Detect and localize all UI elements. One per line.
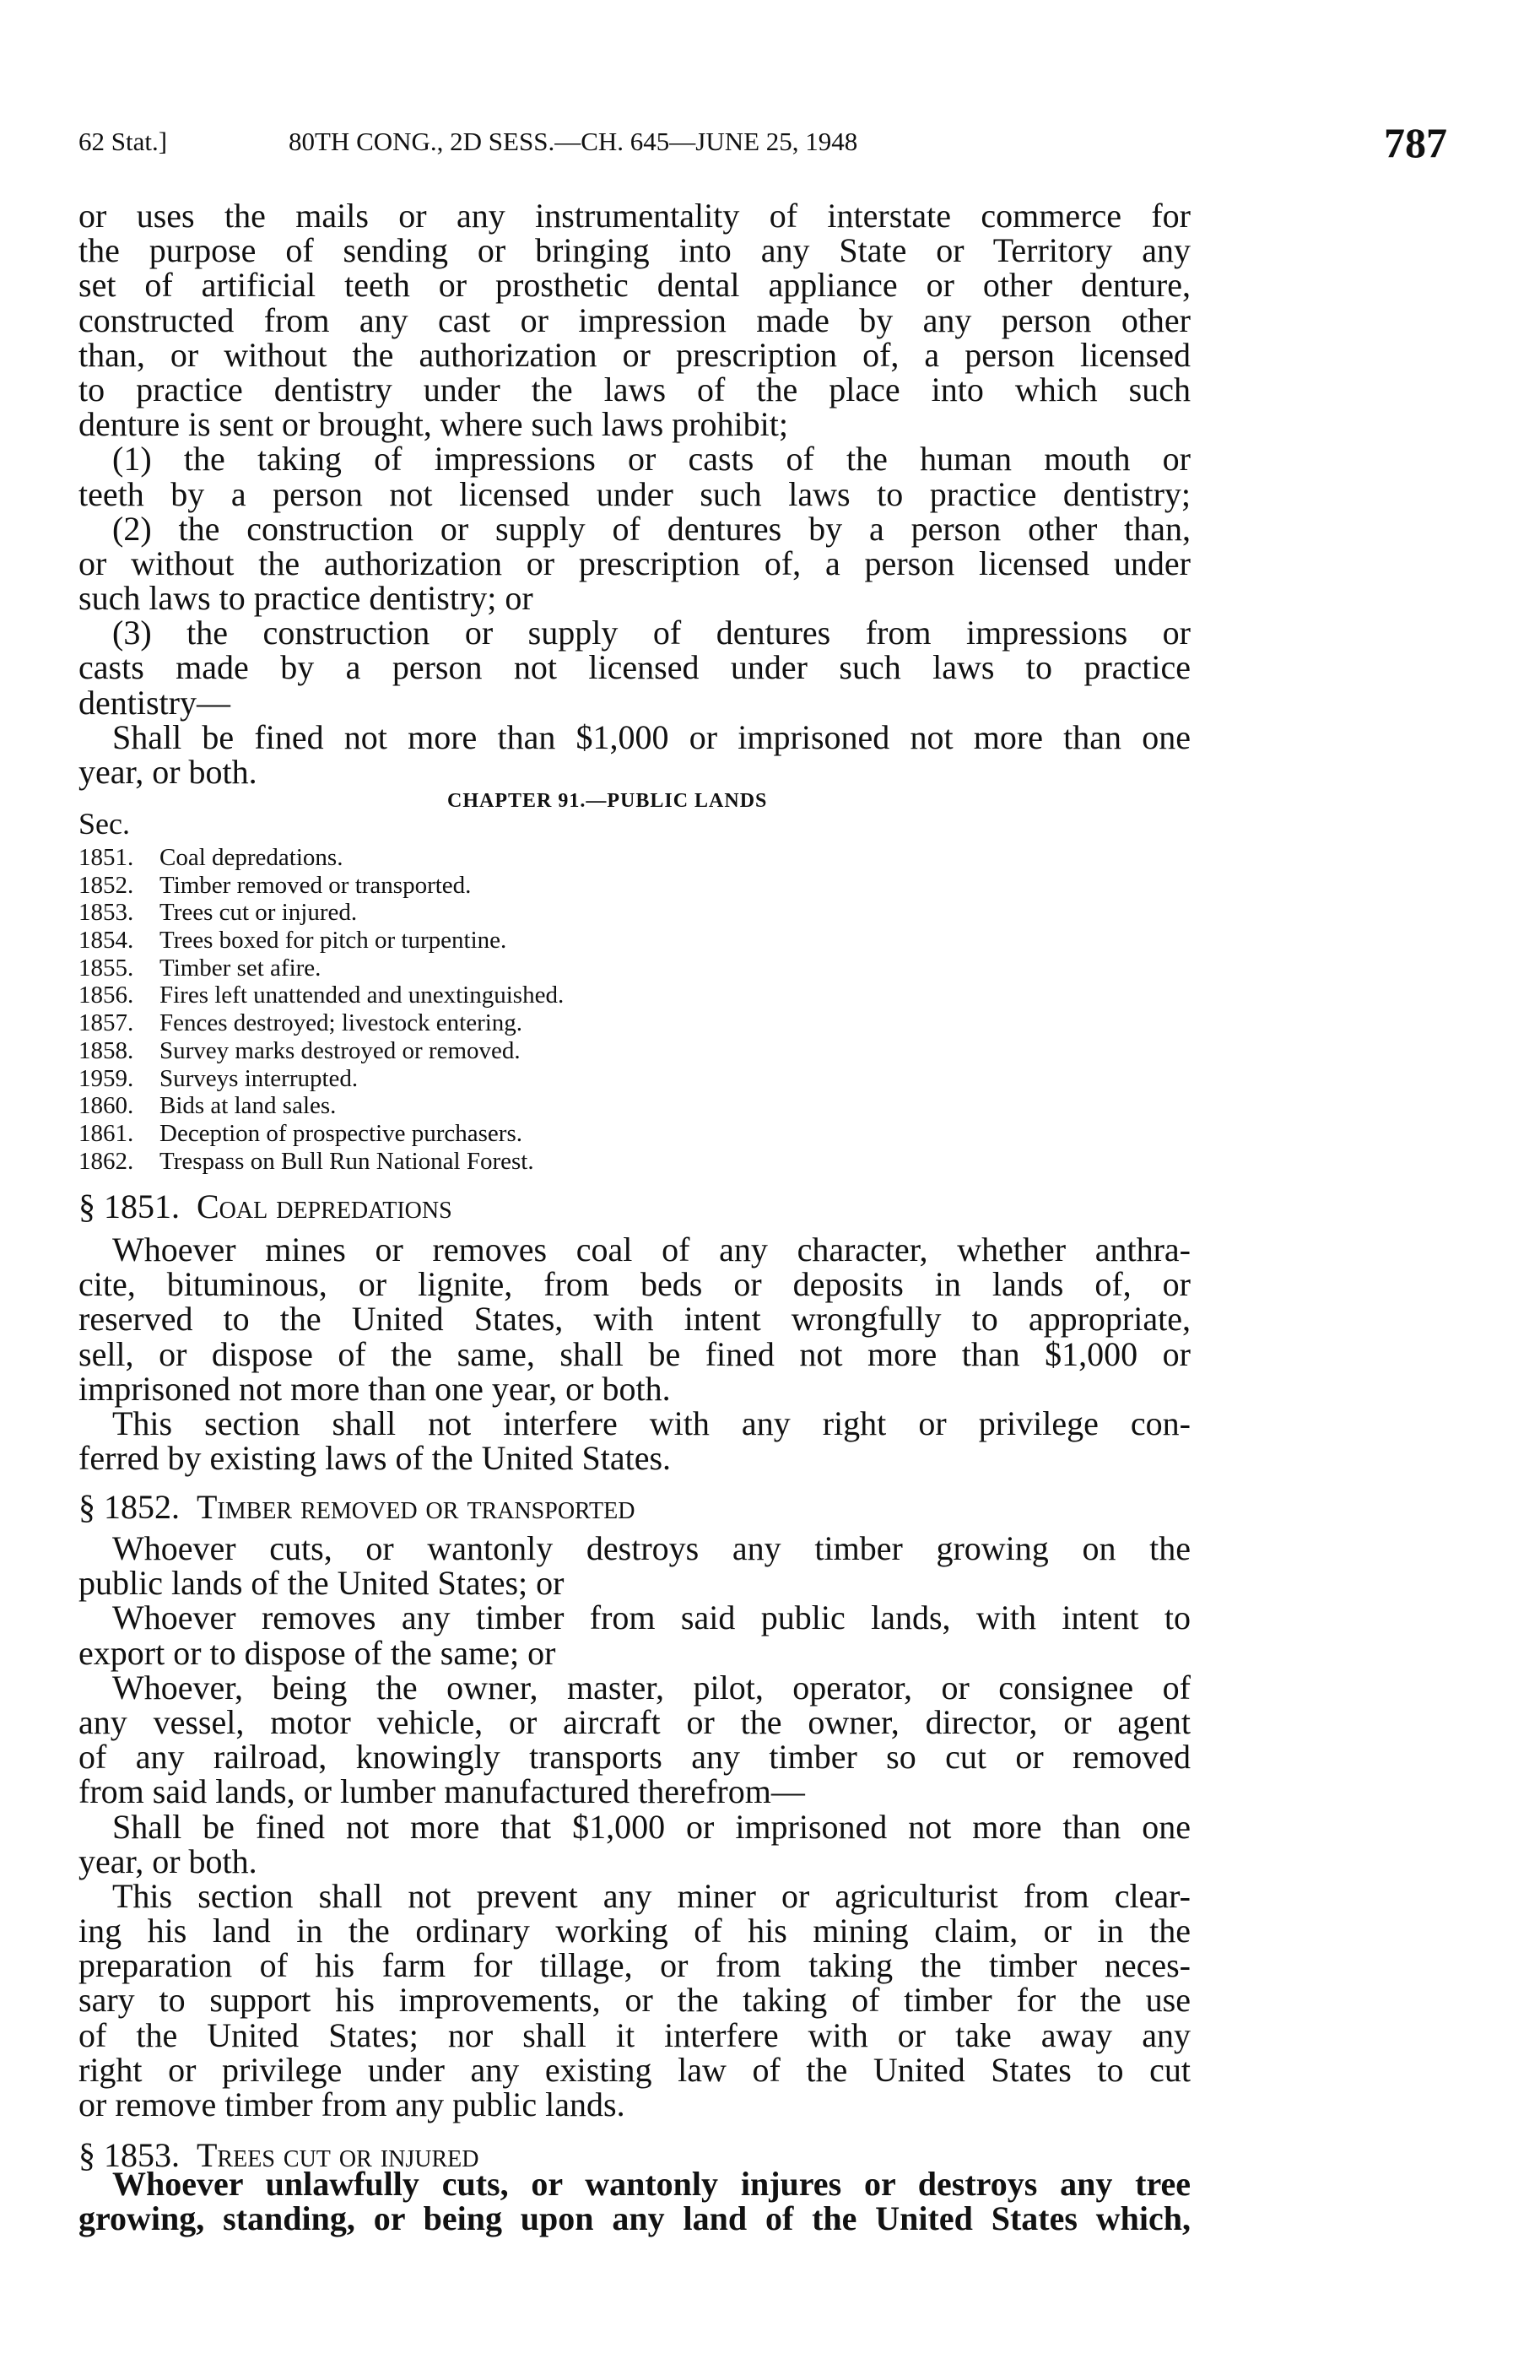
page-number: 787 (1384, 119, 1447, 166)
running-head-volume: 62 Stat.] (78, 127, 168, 156)
toc-number: 1861. (78, 1119, 134, 1147)
text-line: imprisoned not more than one year, or both. (78, 1369, 671, 1408)
text-line: This section shall not interfere with any right or privilege con- (112, 1404, 1191, 1442)
text-line: year, or both. (78, 1842, 257, 1880)
text-line: Whoever, being the owner, master, pilot, operator, or consignee of (112, 1668, 1191, 1707)
toc-title: Fences destroyed; livestock entering. (159, 1009, 523, 1037)
text-line: the purpose of sending or bringing into any State or Territory any (78, 231, 1191, 270)
text-line: or uses the mails or any instrumentality of interstate commerce for (78, 197, 1191, 235)
toc-number: 1855. (78, 954, 134, 982)
text-line: This section shall not prevent any miner or agriculturist from clear- (112, 1876, 1191, 1915)
toc-number: 1857. (78, 1009, 134, 1037)
toc-number: 1854. (78, 927, 134, 955)
toc-item (78, 1009, 564, 1037)
toc-title: Timber removed or transported. (159, 871, 472, 899)
toc-item (78, 1120, 564, 1148)
text-line: ferred by existing laws of the United States. (78, 1439, 672, 1478)
text-line: set of artificial teeth or prosthetic dental appliance or other denture, (78, 266, 1191, 305)
text-line: or without the authorization or prescription of, a person licensed under (78, 544, 1191, 582)
toc-number: 1860. (78, 1092, 134, 1120)
running-head-session: 80TH CONG., 2D SESS.—CH. 645—JUNE 25, 1948 (289, 127, 858, 156)
text-line: growing, standing, or being upon any land of the United States which, (78, 2199, 1191, 2238)
toc-number: 1851. (78, 844, 134, 871)
toc-item (78, 1037, 564, 1065)
section-title: Trees cut or injured (197, 2136, 479, 2174)
chapter-heading: CHAPTER 91.—PUBLIC LANDS (447, 790, 768, 812)
text-line: denture is sent or brought, where such laws prohibit; (78, 405, 788, 444)
section-body (78, 1231, 1191, 1478)
text-line: cite, bituminous, or lignite, from beds or deposits in lands of, or (78, 1265, 1191, 1304)
section-title: Coal depredations (197, 1187, 452, 1225)
toc-number: 1856. (78, 982, 134, 1009)
text-line: Whoever unlawfully cuts, or wantonly injures or destroys any tree (112, 2165, 1191, 2203)
section-heading (78, 1188, 452, 1225)
text-line: year, or both. (78, 753, 257, 791)
text-line: to practice dentistry under the laws of the place into which such (78, 370, 1191, 408)
text-line: reserved to the United States, with intent wrongfully to appropriate, (78, 1300, 1191, 1339)
toc-item (78, 927, 564, 955)
section-body (78, 1531, 1191, 2122)
sec-label: Sec. (78, 807, 130, 841)
toc-title: Trees boxed for pitch or turpentine. (159, 927, 507, 955)
text-line: (1) the taking of impressions or casts of the human mouth or (112, 440, 1191, 479)
toc-item (78, 1065, 564, 1093)
toc-number: 1853. (78, 899, 134, 927)
toc-item (78, 1092, 564, 1120)
toc-title: Coal depredations. (159, 844, 343, 871)
text-line: or remove timber from any public lands. (78, 2085, 625, 2123)
toc-item (78, 844, 564, 872)
text-line: such laws to practice dentistry; or (78, 579, 533, 618)
section-number: § 1852. (78, 1488, 180, 1526)
text-line: ing his land in the ordinary working of his mining claim, or in the (78, 1912, 1191, 1950)
toc-number: 1862. (78, 1147, 134, 1175)
section-body (78, 2166, 1191, 2236)
section-number: § 1851. (78, 1187, 180, 1225)
toc-title: Timber set afire. (159, 954, 322, 982)
section-title: Timber removed or transported (197, 1488, 635, 1526)
toc-title: Bids at land sales. (159, 1092, 337, 1120)
toc-number: 1852. (78, 871, 134, 899)
section-heading (78, 1489, 635, 1526)
text-line: dentistry— (78, 683, 230, 722)
toc-title: Trees cut or injured. (159, 899, 358, 927)
text-line: sary to support his improvements, or the taking of timber for the use (78, 1981, 1191, 2020)
toc-title: Fires left unattended and unextinguished. (159, 982, 565, 1009)
text-line: export or to dispose of the same; or (78, 1633, 556, 1672)
text-line: Shall be fined not more than $1,000 or imprisoned not more than one (112, 717, 1191, 756)
text-line: public lands of the United States; or (78, 1564, 565, 1603)
table-of-sections (78, 844, 564, 1175)
toc-title: Deception of prospective purchasers. (159, 1119, 523, 1147)
toc-item (78, 982, 564, 1009)
text-line: preparation of his farm for tillage, or from taking the timber neces- (78, 1946, 1191, 1985)
toc-title: Surveys interrupted. (159, 1064, 359, 1092)
text-line: Shall be fined not more that $1,000 or imprisoned not more than one (112, 1807, 1191, 1846)
toc-title: Survey marks destroyed or removed. (159, 1036, 521, 1064)
text-line: Whoever cuts, or wantonly destroys any timber growing on the (112, 1529, 1191, 1567)
text-line: any vessel, motor vehicle, or aircraft or the owner, director, or agent (78, 1702, 1191, 1741)
text-line: of any railroad, knowingly transports any timber so cut or removed (78, 1738, 1191, 1777)
toc-item (78, 1148, 564, 1176)
text-line: constructed from any cast or impression made by any person other (78, 300, 1191, 339)
toc-item (78, 955, 564, 982)
text-line: teeth by a person not licensed under such laws to practice dentistry; (78, 474, 1191, 513)
text-line: casts made by a person not licensed under such laws to practice (78, 648, 1191, 687)
toc-number: 1959. (78, 1064, 134, 1092)
text-line: (2) the construction or supply of dentures by a person other than, (112, 509, 1191, 548)
text-line: from said lands, or lumber manufactured therefrom— (78, 1772, 805, 1811)
text-line: right or privilege under any existing law of the United States to cut (78, 2050, 1191, 2089)
toc-item (78, 872, 564, 900)
text-line: sell, or dispose of the same, shall be fined not more than $1,000 or (78, 1334, 1191, 1373)
toc-item (78, 899, 564, 927)
text-line: (3) the construction or supply of dentures from impressions or (112, 614, 1191, 652)
toc-number: 1858. (78, 1036, 134, 1064)
section-number: § 1853. (78, 2136, 180, 2174)
text-line: Whoever mines or removes coal of any character, whether anthra- (112, 1231, 1191, 1268)
text-line: Whoever removes any timber from said public lands, with intent to (112, 1598, 1191, 1637)
text-line: than, or without the authorization or prescription of, a person licensed (78, 335, 1191, 374)
intro-text (78, 198, 1191, 789)
text-line: of the United States; nor shall it interfere with or take away any (78, 2015, 1191, 2054)
toc-title: Trespass on Bull Run National Forest. (159, 1147, 534, 1175)
